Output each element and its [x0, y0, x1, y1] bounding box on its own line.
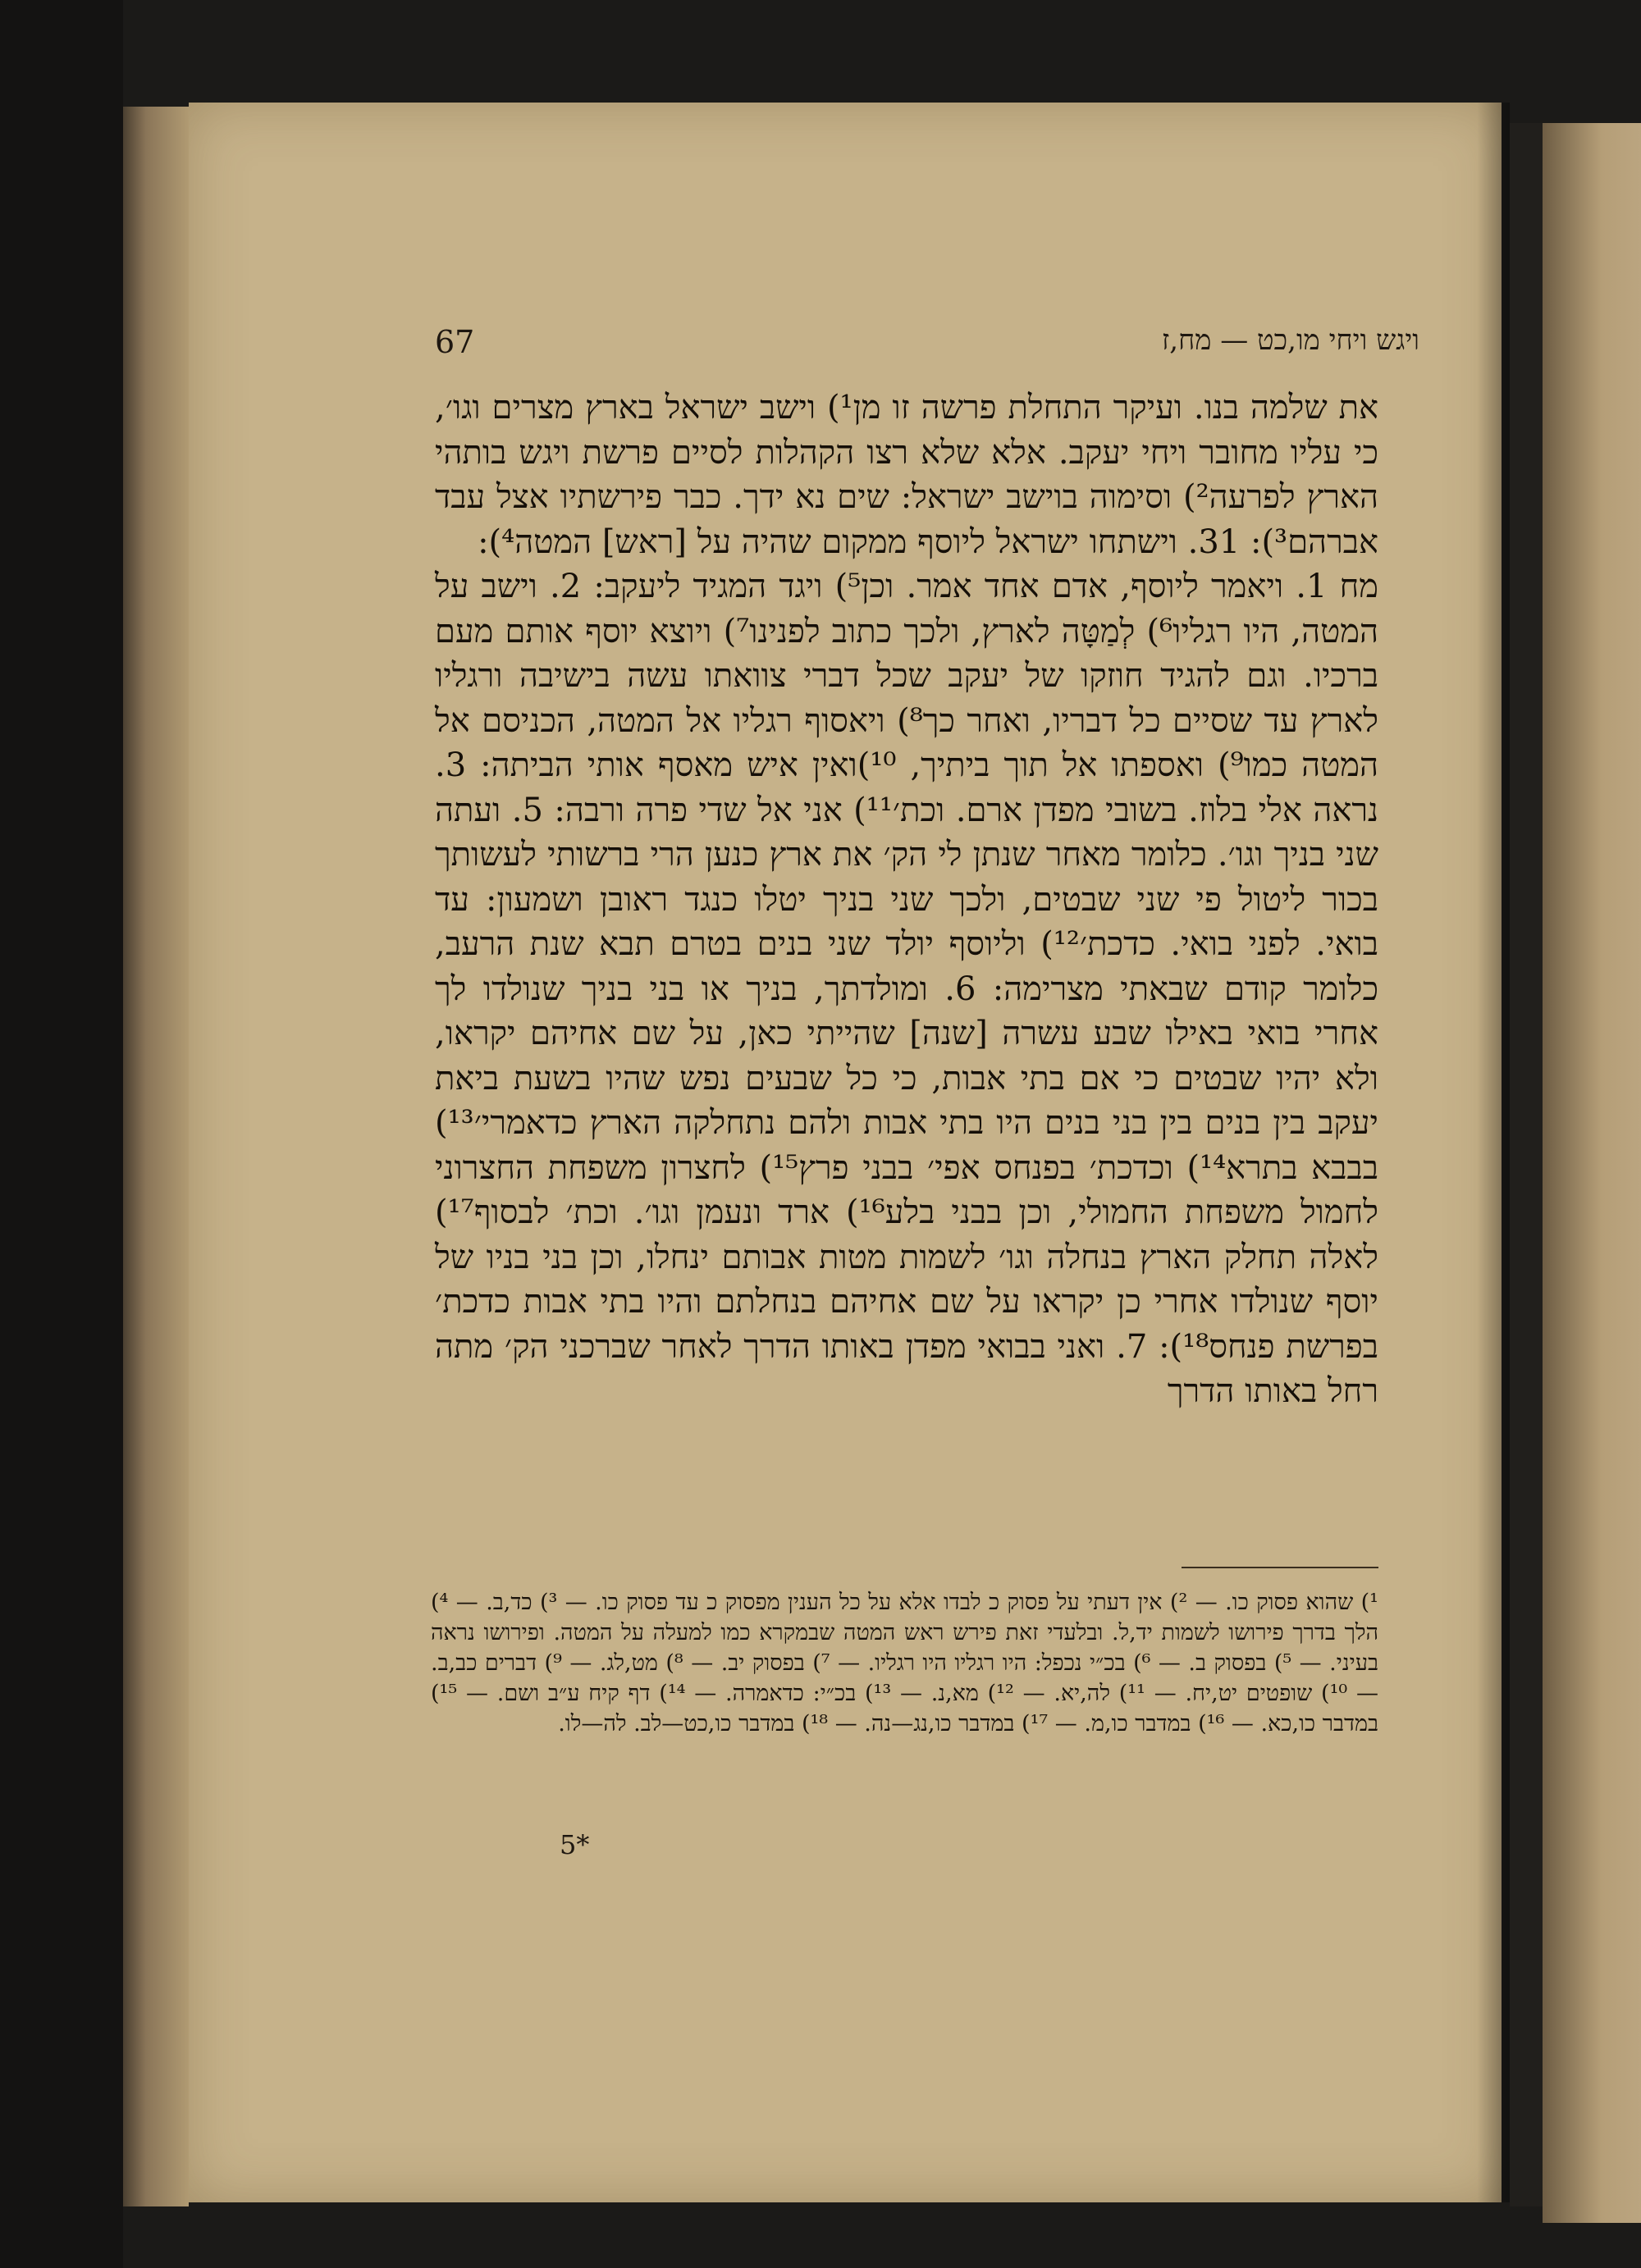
signature-mark: 5* — [560, 1829, 590, 1860]
paragraph: מח 1. ויאמר ליוסף, אדם אחד אמר. וכן⁵) ויגד המגיד ליעקב: 2. וישב על המטה, היו רגליו⁶) לְמַטָּה לארץ, ולכך כתוב לפנינו⁷) ויוצא יוסף אותם מעם ברכיו. וגם להגיד חוזקו של יעקב שכל דברי צוואתו עשה בישיבה ורגליו לארץ עד שסיים כל דבריו, ואחר כך⁸) ויאסוף רגליו אל המטה, הכניסם אל המטה כמו⁹) ואספתו אל תוך ביתיך, ¹⁰)ואין איש מאסף אותי הביתה: 3. נראה אלי בלוז. בשובי מפדן ארם. וכת׳¹¹) אני אל שדי פרה ורבה: 5. ועתה שני בניך וגו׳. כלומר מאחר שנתן לי הק׳ את ארץ כנען הרי ברשותי לעשותך בכור ליטול פי שני שבטים, ולכך שני בניך יטלו כנגד ראובן ושמעון: עד בואי. לפני בואי. כדכת׳¹²) וליוסף יולד שני בנים בטרם תבא שנת הרעב, כלומר קודם שבאתי מצרימה: 6. ומולדתך, בניך או בני בניך שנולדו לך אחרי בואי באילו שבע עשרה [שנה] שהייתי כאן, על שם אחיהם יקראו, ולא יהיו שבטים כי אם בתי אבות, כי כל שבעים נפש שהיו בשעת ביאת יעקב בין בנים בין בני בנים היו בתי אבות ולהם נתחלקה הארץ כדאמרי׳¹³) בבבא בתרא¹⁴) וכדכת׳ בפנחס אפי׳ בבני פרץ¹⁵) לחצרון משפחת החצרוני לחמול משפחת החמולי, וכן בבני בלע¹⁶) ארד ונעמן וגו׳. וכת׳ לבסוף¹⁷) לאלה תחלק הארץ בנחלה וגו׳ לשמות מטות אבותם ינחלו, וכן בני בניו של יוסף שנולדו אחרי כן יקראו על שם אחיהם בנחלתם והיו בתי אבות כדכת׳ בפרשת פנחס¹⁸): 7. ואני בבואי מפדן באותו הדרך לאחר שברכני הק׳ מתה רחל באותו הדרך — [435, 568, 1379, 1410]
page-fold-shadow — [1477, 103, 1510, 2202]
footnote-block: ¹) שהוא פסוק כו. — ²) אין דעתי על פסוק כ לבדו אלא על כל הענין מפסוק כ עד פסוק כו. — ³) כד,ב. — ⁴) הלך בדרך פירושו לשמות יד,ל. ובלעדי זאת פירש ראש המטה שבמקרא כמו למעלה על המטה. ופירושו נראה בעיני. — ⁵) בפסוק ב. — ⁶) בכ״י נכפל: היו רגליו היו רגליו. — ⁷) בפסוק יב. — ⁸) מט,לג. — ⁹) דברים כב,ב. — ¹⁰) שופטים יט,יח. — ¹¹) לה,יא. — ¹²) מא,נ. — ¹³) בכ״י: כדאמרה. — ¹⁴) דף קיח ע״ב ושם. — ¹⁵) במדבר כו,כא. — ¹⁶) במדבר כו,מ. — ¹⁷) במדבר כו,נג—נה. — ¹⁸) במדבר כו,כט—לב. לה—לו. — [431, 1590, 1379, 1736]
running-title: ויגש ויחי מו,כט — מח,ז — [1161, 324, 1419, 357]
running-head — [435, 324, 1419, 373]
book-cover-edge — [123, 107, 189, 2206]
facing-page-edge — [1543, 123, 1641, 2223]
book-binding — [0, 0, 123, 2268]
book-gutter — [1510, 123, 1543, 2206]
paragraph: את שלמה בנו. ועיקר התחלת פרשה זו מן¹) וישב ישראל בארץ מצרים וגו׳, כי עליו מחובר ויחי יעקב. אלא שלא רצו הקהלות לסיים פרשת ויגש בותהי הארץ לפרעה²) וסימוה בוישב ישראל: שים נא ידך. כבר פירשתיו אצל עבד אברהם³): 31. וישתחו ישראל ליוסף ממקום שהיה על [ראש] המטה⁴): — [435, 389, 1378, 561]
page-number: 67 — [435, 324, 475, 360]
main-text — [435, 386, 1378, 1414]
footnote-rule — [1182, 1567, 1378, 1568]
footnotes — [431, 1587, 1378, 1739]
